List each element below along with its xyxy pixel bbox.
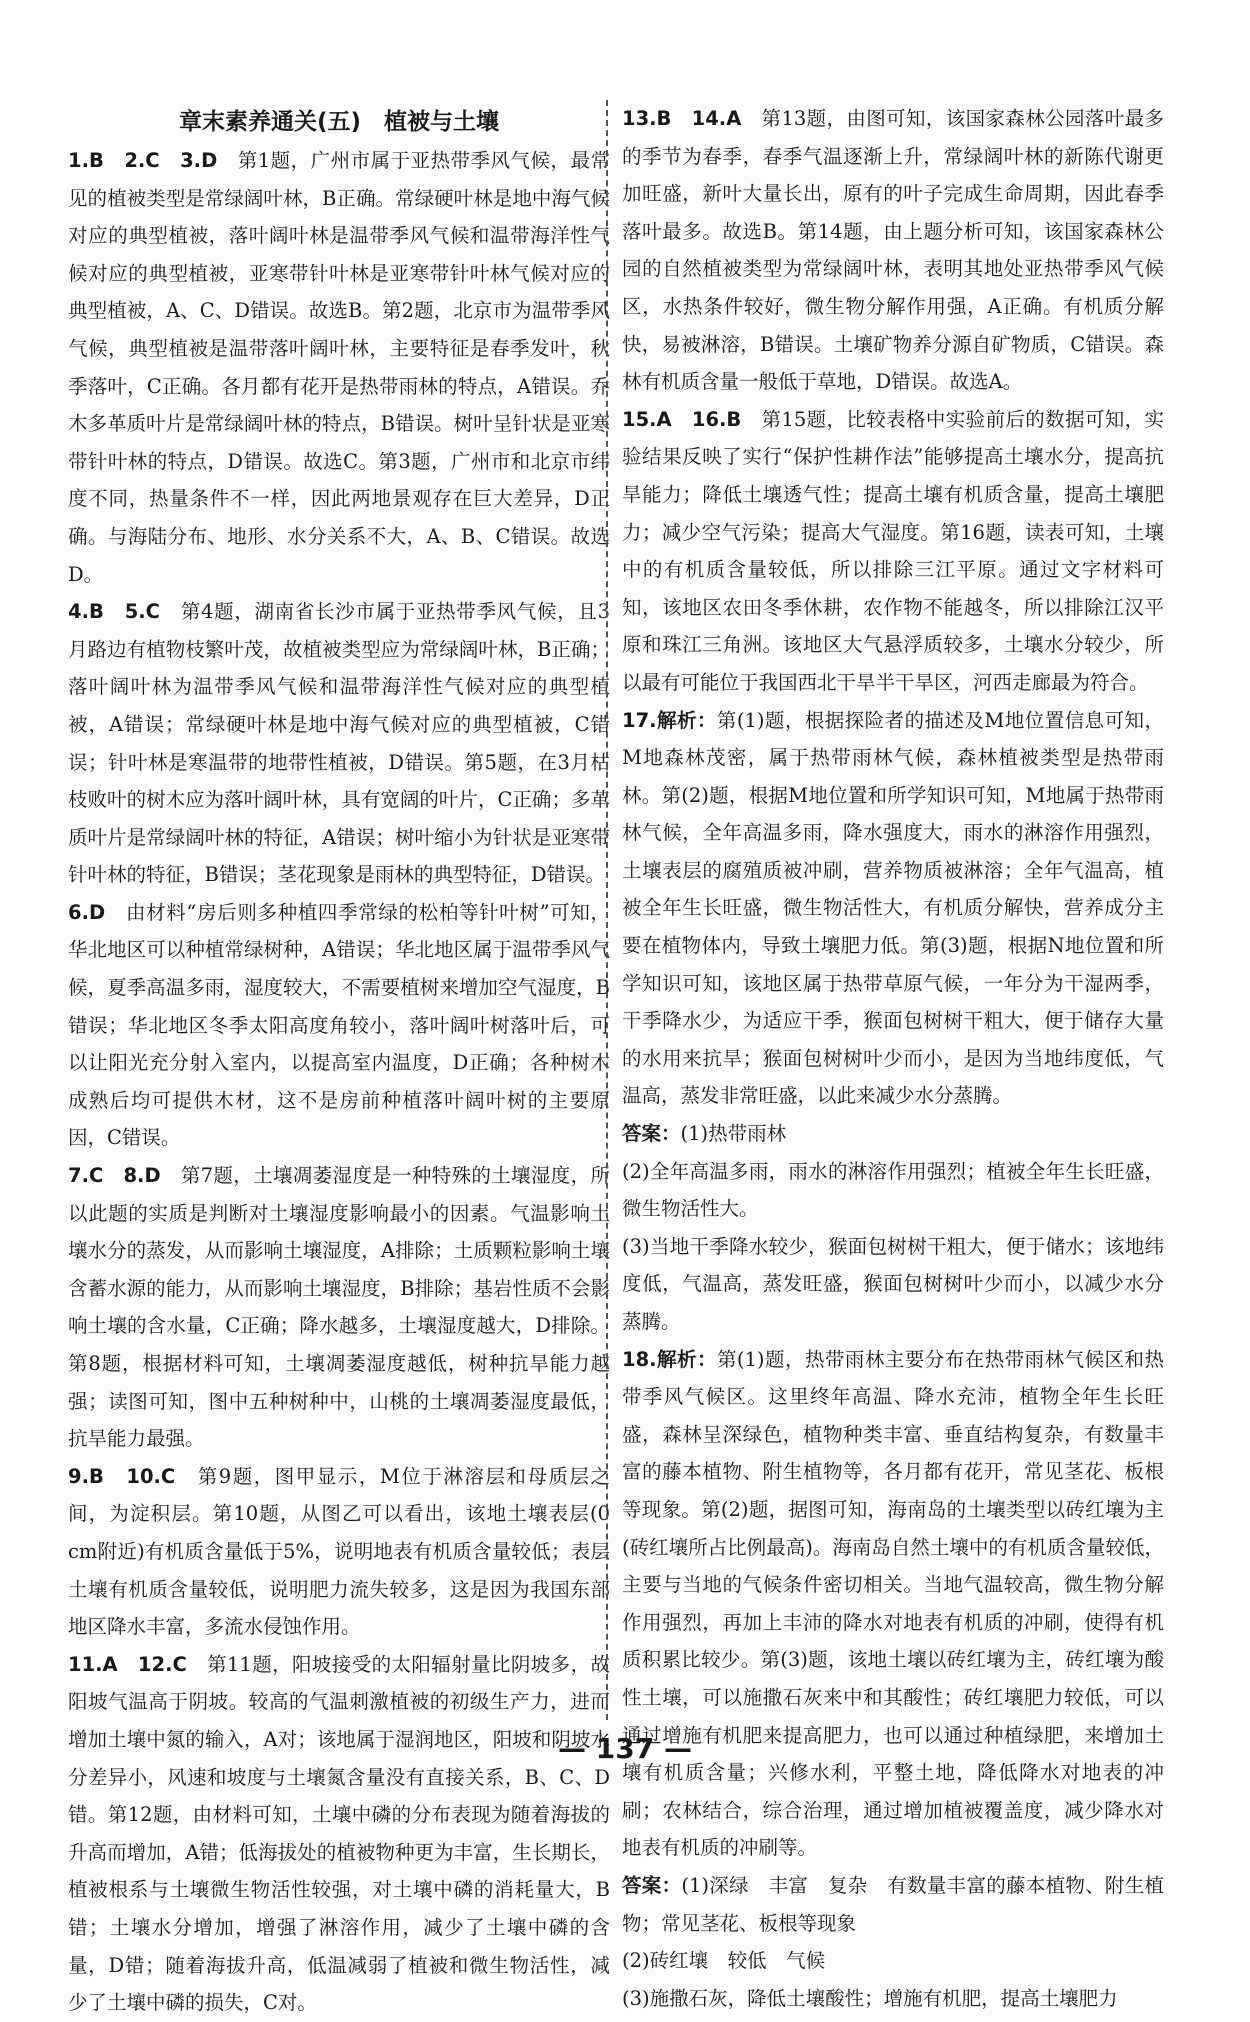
answer-item: [68, 1157, 610, 1458]
answer-text: (2)砖红壤 较低 气候: [622, 1949, 826, 1973]
page-title: 章末素养通关(五) 植被与土壤: [178, 109, 500, 135]
answer-number: 答案：: [622, 1873, 682, 1897]
answer-number: 9.B 10.C: [68, 1464, 176, 1488]
answer-number: 15.A 16.B: [622, 407, 742, 431]
answer-number: 4.B 5.C: [68, 600, 160, 624]
answer-text: 由材料“房后则多种植四季常绿的松柏等针叶树”可知，华北地区可以种植常绿树种，A错误；华北地区属于温带季风气候，夏季高温多雨，湿度较大，不需要植树来增加空气湿度，B错误；华北地区冬季太阳高度角较小，落叶阔叶树落叶后，可以让阳光充分射入室内，以提高室内温度，D正确；各种树木成熟后均可提供木材，这不是房前种植落叶阔叶树的主要原因，C错误。: [68, 900, 610, 1150]
answer-item: [622, 100, 1164, 401]
answer-text: (1)深绿 丰富 复杂 有数量丰富的藤本植物、附生植物；常见茎花、板根等现象: [622, 1873, 1164, 1935]
answer-item: [622, 1980, 1164, 2018]
answer-number: 13.B 14.A: [622, 107, 742, 130]
answer-item: [68, 1646, 610, 2022]
answer-text: (3)施撒石灰，降低土壤酸性；增施有机肥，提高土壤肥力: [622, 1986, 1118, 2010]
answer-item: [68, 1458, 610, 1646]
answer-number: 18.解析：: [622, 1347, 717, 1371]
right-answer-list: [622, 100, 1164, 2017]
answer-item: [622, 1115, 1164, 1153]
answer-number: 17.解析：: [622, 708, 717, 732]
answer-item: [622, 1153, 1164, 1228]
answer-number: 1.B 2.C 3.D: [68, 149, 218, 172]
answer-item: [68, 894, 610, 1157]
answer-number: 7.C 8.D: [68, 1164, 161, 1188]
answer-text: 第(1)题，热带雨林主要分布在热带雨林气候区和热带季风气候区。这里终年高温、降水充沛，植物全年生长旺盛，森林呈深绿色，植物种类丰富、垂直结构复杂，有数量丰富的藤本植物、附生植物等，各月都有花开，常见茎花、板根等现象。第(2)题，据图可知，海南岛的土壤类型以砖红壤为主(砖红壤所占比例最高)。海南岛自然土壤中的有机质含量较低，主要与当地的气候条件密切相关。当地气温较高，微生物分解作用强烈，再加上丰沛的降水对地表有机质的冲刷，使得有机质积累比较少。第(3)题，该地土壤以砖红壤为主，砖红壤为酸性土壤，可以施撒石灰来中和其酸性；砖红壤肥力较低，可以通过增施有机肥来提高肥力，也可以通过种植绿肥，来增加土壤有机质含量；兴修水利，平整土地，降低降水对地表的冲刷；农林结合，综合治理，通过增加植被覆盖度，减少降水对地表有机质的冲刷等。: [622, 1347, 1164, 1860]
answer-text: 第9题，图甲显示，M位于淋溶层和母质层之间，为淀积层。第10题，从图乙可以看出，该地土壤表层(0 cm附近)有机质含量低于5%，说明地表有机质含量较低；表层土壤有机质含量较低，说明肥力流失较多，这是因为我国东部地区降水丰富，多流水侵蚀作用。: [68, 1464, 610, 1639]
answer-item: [622, 1942, 1164, 1980]
answer-item: [68, 142, 610, 593]
answer-item: [622, 1341, 1164, 1867]
answer-text: 第15题，比较表格中实验前后的数据可知，实验结果反映了实行“保护性耕作法”能够提高土壤水分，提高抗旱能力；降低土壤透气性；提高土壤有机质含量，提高土壤肥力；减少空气污染；提高大气湿度。第16题，读表可知，土壤中的有机质含量较低，所以排除三江平原。通过文字材料可知，该地区农田冬季休耕，农作物不能越冬，所以排除江汉平原和珠江三角洲。该地区大气悬浮质较多，土壤水分较少，所以最有可能位于我国西北干旱半干旱区，河西走廊最为符合。: [622, 407, 1164, 694]
answer-item: [622, 401, 1164, 702]
answer-text: 第4题，湖南省长沙市属于亚热带季风气候，且3月路边有植物枝繁叶茂，故植被类型应为常绿阔叶林，B正确；落叶阔叶林为温带季风气候和温带海洋性气候对应的典型植被，A错误；常绿硬叶林是地中海气候对应的典型植被，C错误；针叶林是寒温带的地带性植被，D错误。第5题，在3月枯枝败叶的树木应为落叶阔叶林，具有宽阔的叶片，C正确；多革质叶片是常绿阔叶林的特征，A错误；树叶缩小为针状是亚寒带针叶林的特征，B错误；茎花现象是雨林的典型特征，D错误。: [68, 600, 610, 887]
answer-number: 答案：: [622, 1122, 681, 1146]
answer-item: [622, 1228, 1164, 1341]
right-column: [622, 100, 1164, 2017]
answer-text: 第7题，土壤凋萎湿度是一种特殊的土壤湿度，所以此题的实质是判断对土壤湿度影响最小的因素。气温影响土壤水分的蒸发，从而影响土壤湿度，A排除；土质颗粒影响土壤含蓄水源的能力，从而影响土壤湿度，B排除；基岩性质不会影响土壤的含水量，C正确；降水越多，土壤湿度越大，D排除。第8题，根据材料可知，土壤凋萎湿度越低，树种抗旱能力越强；读图可知，图中五种树种中，山桃的土壤凋萎湿度最低，抗旱能力最强。: [68, 1164, 610, 1451]
answer-number: 11.A 12.C: [68, 1652, 187, 1676]
page-number: — 137 —: [558, 1732, 692, 1765]
answer-text: (3)当地干季降水较少，猴面包树树干粗大，便于储水；该地纬度低，气温高，蒸发旺盛，猴面包树树叶少而小，以减少水分蒸腾。: [622, 1234, 1164, 1333]
answer-item: [622, 702, 1164, 1116]
answer-number: 6.D: [68, 900, 106, 924]
answer-text: 第1题，广州市属于亚热带季风气候，最常见的植被类型是常绿阔叶林，B正确。常绿硬叶林是地中海气候对应的典型植被，落叶阔叶林是温带季风气候和温带海洋性气候对应的典型植被，亚寒带针叶林是亚寒带针叶林气候对应的典型植被，A、C、D错误。故选B。第2题，北京市为温带季风气候，典型植被是温带落叶阔叶林，主要特征是春季发叶，秋季落叶，C正确。各月都有花开是热带雨林的特点，A错误。乔木多革质叶片是常绿阔叶林的特点，B错误。树叶呈针状是亚寒带针叶林的特点，D错误。故选C。第3题，广州市和北京市纬度不同，热量条件不一样，因此两地景观存在巨大差异，D正确。与海陆分布、地形、水分关系不大，A、B、C错误。故选D。: [68, 149, 610, 586]
column-divider: [606, 100, 608, 1720]
answer-item: [68, 593, 610, 894]
answer-text: (2)全年高温多雨，雨水的淋溶作用强烈；植被全年生长旺盛，微生物活性大。: [622, 1159, 1164, 1221]
answer-text: 第11题，阳坡接受的太阳辐射量比阴坡多，故阳坡气温高于阴坡。较高的气温刺激植被的初级生产力，进而增加土壤中氮的输入，A对；该地属于湿润地区，阳坡和阴坡水分差异小，风速和坡度与土壤氮含量没有直接关系，B、C、D错。第12题，由材料可知，土壤中磷的分布表现为随着海拔的升高而增加，A错；低海拔处的植被物种更为丰富，生长期长，植被根系与土壤微生物活性较强，对土壤中磷的消耗量大，B错；土壤水分增加，增强了淋溶作用，减少了土壤中磷的含量，D错；随着海拔升高，低温减弱了植被和微生物活性，减少了土壤中磷的损失，C对。: [68, 1652, 610, 2015]
answer-text: 第13题，由图可知，该国家森林公园落叶最多的季节为春季，春季气温逐渐上升，常绿阔叶林的新陈代谢更加旺盛，新叶大量长出，原有的叶子完成生命周期，因此春季落叶最多。故选B。第14题，由上题分析可知，该国家森林公园的自然植被类型为常绿阔叶林，表明其地处亚热带季风气候区，水热条件较好，微生物分解作用强，A正确。有机质分解快，易被淋溶，B错误。土壤矿物养分源自矿物质，C错误。森林有机质含量一般低于草地，D错误。故选A。: [622, 107, 1164, 394]
answer-text: (1)热带雨林: [680, 1122, 787, 1146]
answer-item: [622, 1867, 1164, 1942]
answer-text: 第(1)题，根据探险者的描述及M地位置信息可知，M地森林茂密，属于热带雨林气候，森林植被类型是热带雨林。第(2)题，根据M地位置和所学知识可知，M地属于热带雨林气候，全年高温多雨，降水强度大，雨水的淋溶作用强烈，土壤表层的腐殖质被冲刷，营养物质被淋溶；全年气温高，植被全年生长旺盛，微生物活性大，有机质分解快，营养成分主要在植物体内，导致土壤肥力低。第(3)题，根据N地位置和所学知识可知，该地区属于热带草原气候，一年分为干湿两季，干季降水少，为适应干季，猴面包树树干粗大，便于储存大量的水用来抗旱；猴面包树树叶少而小，是因为当地纬度低，气温高，蒸发非常旺盛，以此来减少水分蒸腾。: [622, 708, 1165, 1108]
